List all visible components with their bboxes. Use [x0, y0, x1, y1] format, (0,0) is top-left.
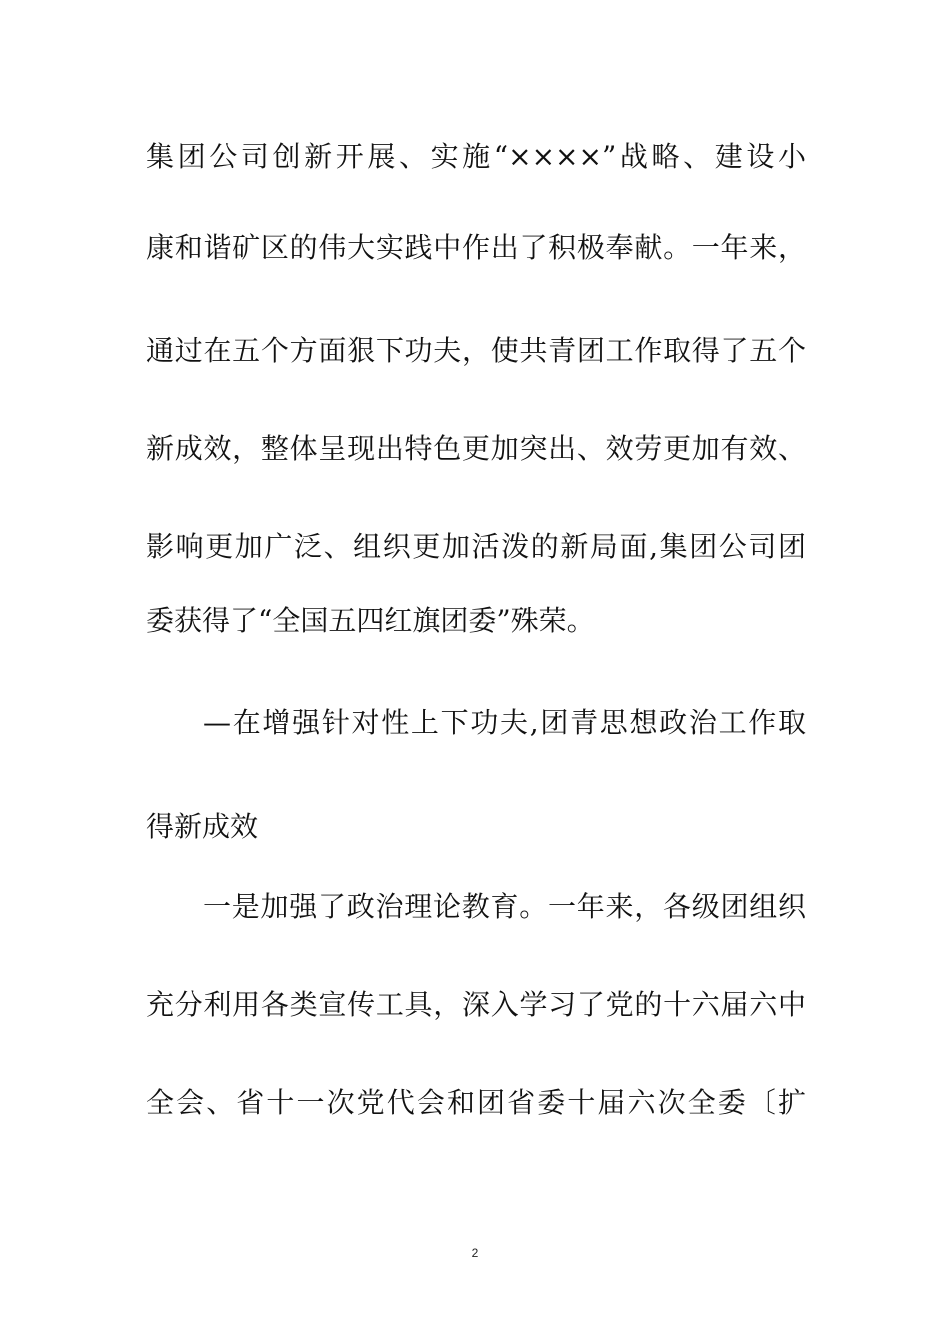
body-text-line: 集团公司创新开展、实施“××××”战略、建设小 [146, 140, 806, 173]
body-text-line: 康和谐矿区的伟大实践中作出了积极奉献。一年来， [146, 231, 806, 264]
body-text-line: 新成效，整体呈现出特色更加突出、效劳更加有效、 [146, 432, 806, 465]
section-heading-line: 得新成效 [146, 810, 259, 843]
body-text-line: 通过在五个方面狠下功夫，使共青团工作取得了五个 [146, 334, 806, 367]
section-heading-line: —在增强针对性上下功夫,团青思想政治工作取 [203, 706, 806, 739]
body-text-line: 全会、省十一次党代会和团省委十届六次全委〔扩 [146, 1086, 806, 1119]
body-text-line: 充分利用各类宣传工具，深入学习了党的十六届六中 [146, 988, 806, 1021]
body-text-line: 影响更加广泛、组织更加活泼的新局面,集团公司团 [146, 530, 806, 563]
page-number: 2 [471, 1246, 479, 1260]
body-text-line: 委获得了“全国五四红旗团委”殊荣。 [146, 604, 595, 637]
body-text-line: 一是加强了政治理论教育。一年来，各级团组织 [203, 890, 806, 923]
